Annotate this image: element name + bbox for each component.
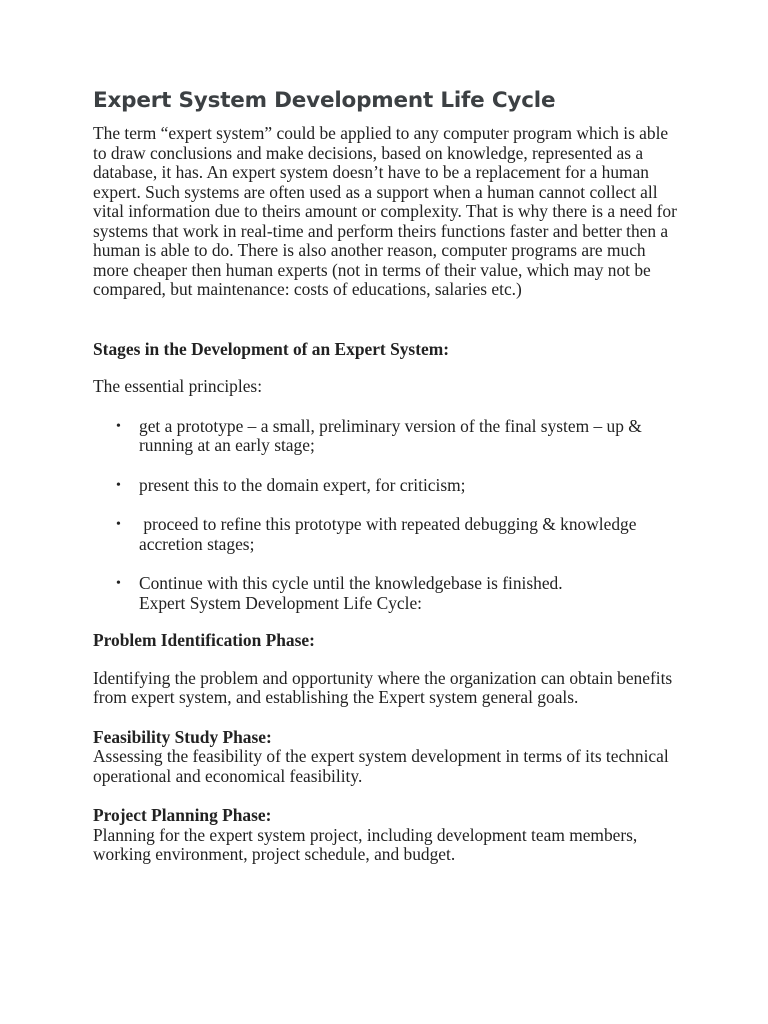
bullet-icon: • [116, 576, 121, 591]
list-item-text: Continue with this cycle until the knowledgebase is finished. [139, 573, 563, 593]
list-item-text: present this to the domain expert, for criticism; [139, 474, 466, 495]
principles-label: The essential principles: [93, 376, 263, 396]
list-item [93, 574, 683, 613]
bullet-icon: • [116, 477, 121, 493]
phase-heading-project-planning: Project Planning Phase: [93, 805, 272, 825]
phase-body-project-planning: Planning for the expert system project, including development team members, working environment, project schedule, and budget. [93, 824, 638, 864]
phase-heading-problem-identification: Problem Identification Phase: [93, 630, 315, 650]
list-item-continuation: Expert System Development Life Cycle: [139, 592, 423, 613]
phase-body-problem-identification: Identifying the problem and opportunity where the organization can obtain benefits from expert system, and establishing the Expert system general goals. [93, 667, 673, 707]
phase-heading-feasibility-study: Feasibility Study Phase: [93, 726, 272, 747]
bullet-icon: • [116, 418, 121, 434]
list-item-text: get a prototype – a small, preliminary version of the final system – up & running at an early stage; [139, 415, 642, 455]
phase-body-feasibility-study: Assessing the feasibility of the expert system development in terms of its technical operational and economical feasibility. [93, 746, 669, 786]
list-item [93, 417, 683, 456]
document-page [93, 86, 683, 865]
intro-paragraph: The term “expert system” could be applied to any computer program which is able to draw conclusions and make decisions, based on knowledge, represented as a database, it has. An expert system doesn’t have to be a replacement for a human expert. Such systems are often used as a support when a human cannot collect all vital information due to theirs amount or complexity. That is why there is a need for systems that work in real-time and perform theirs functions faster and better then a human is able to do. There is also another reason, computer programs are much more cheaper then human experts (not in terms of their value, which may not be compared, but maintenance: costs of educations, salaries etc.) [93, 123, 677, 299]
stages-heading: Stages in the Development of an Expert System: [93, 338, 449, 359]
list-item [93, 476, 683, 496]
bullet-icon: • [116, 517, 121, 532]
list-item [93, 515, 683, 554]
principles-list [93, 417, 683, 614]
document-title: Expert System Development Life Cycle [93, 88, 556, 113]
list-item-text: proceed to refine this prototype with repeated debugging & knowledge accretion stages; [139, 514, 641, 554]
